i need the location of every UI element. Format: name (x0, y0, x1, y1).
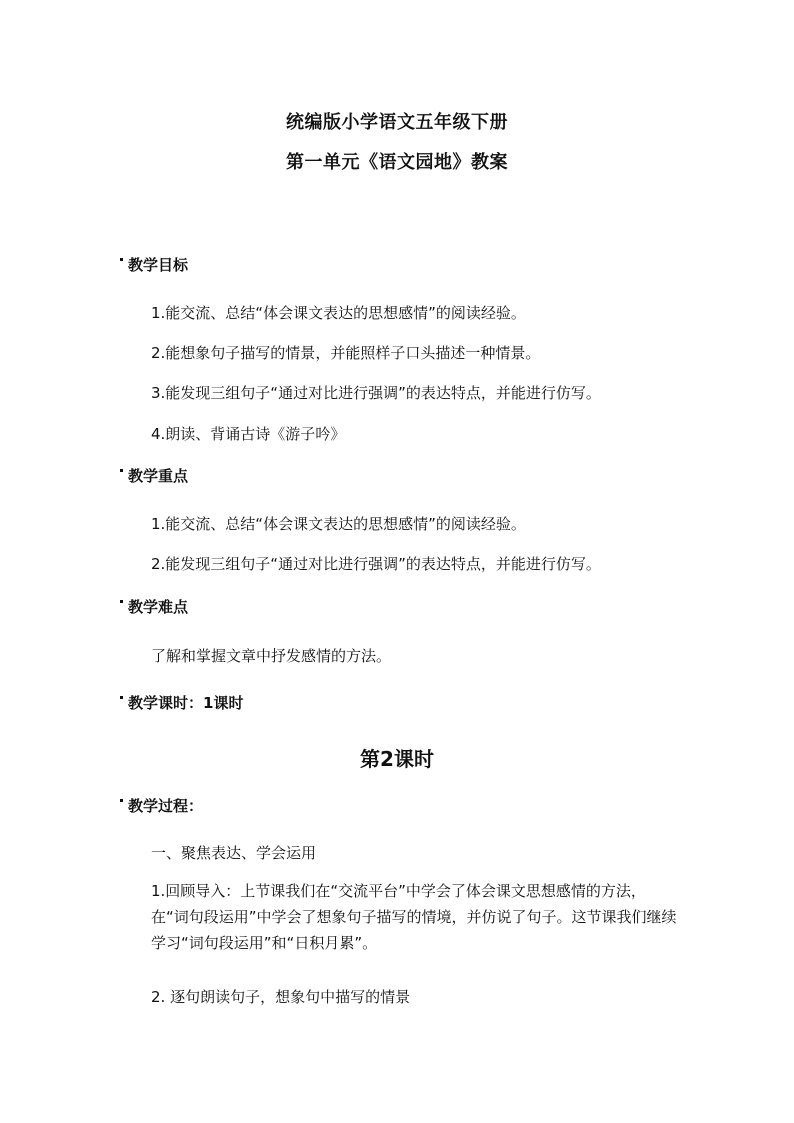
goal-item: 2.能想象句子描写的情景，并能照样子口头描述一种情景。 (151, 344, 541, 362)
section-heading-key-points (120, 465, 188, 486)
process-paragraph (120, 878, 680, 956)
goal-item: 3.能发现三组句子“通过对比进行强调”的表达特点，并能进行仿写。 (151, 384, 601, 402)
bullet-marker (120, 600, 123, 603)
section-heading-text: 教学目标 (128, 256, 189, 274)
key-point-item: 1.能交流、总结“体会课文表达的思想感情”的阅读经验。 (151, 515, 526, 533)
bullet-marker (120, 799, 123, 802)
section-heading-goals (120, 254, 188, 275)
bullet-marker (120, 469, 123, 472)
section-heading-hours (120, 692, 243, 713)
process-paragraph-text: 1.回顾导入：上节课我们在“交流平台”中学会了体会课文思想感情的方法，在“词句段运用”中学会了想象句子描写的情境，并仿说了句子。这节课我们继续学习“词句段运用”和“日积月累”。 (151, 882, 677, 952)
document-title-line1: 统编版小学语文五年级下册 (286, 112, 508, 133)
process-step-item: 2. 逐句朗读句子，想象句中描写的情景 (151, 988, 411, 1006)
section-heading-text: 教学难点 (128, 598, 189, 616)
section-heading-process (120, 795, 203, 816)
section-heading-difficulty (120, 596, 188, 617)
bullet-marker (120, 696, 123, 699)
goal-item: 4.朗读、背诵古诗《游子吟》 (151, 425, 346, 443)
difficulty-text: 了解和掌握文章中抒发感情的方法。 (151, 647, 392, 665)
bullet-marker (120, 258, 123, 261)
section-heading-text: 教学重点 (128, 467, 189, 485)
lesson-title: 第2课时 (360, 747, 434, 771)
section-heading-text: 教学过程： (128, 797, 204, 815)
document-title-line2: 第一单元《语文园地》教案 (286, 152, 508, 173)
key-point-item: 2.能发现三组句子“通过对比进行强调”的表达特点，并能进行仿写。 (151, 555, 601, 573)
process-step-heading: 一、聚焦表达、学会运用 (151, 844, 317, 862)
section-heading-text: 教学课时：1课时 (128, 694, 244, 712)
goal-item: 1.能交流、总结“体会课文表达的思想感情”的阅读经验。 (151, 304, 526, 322)
